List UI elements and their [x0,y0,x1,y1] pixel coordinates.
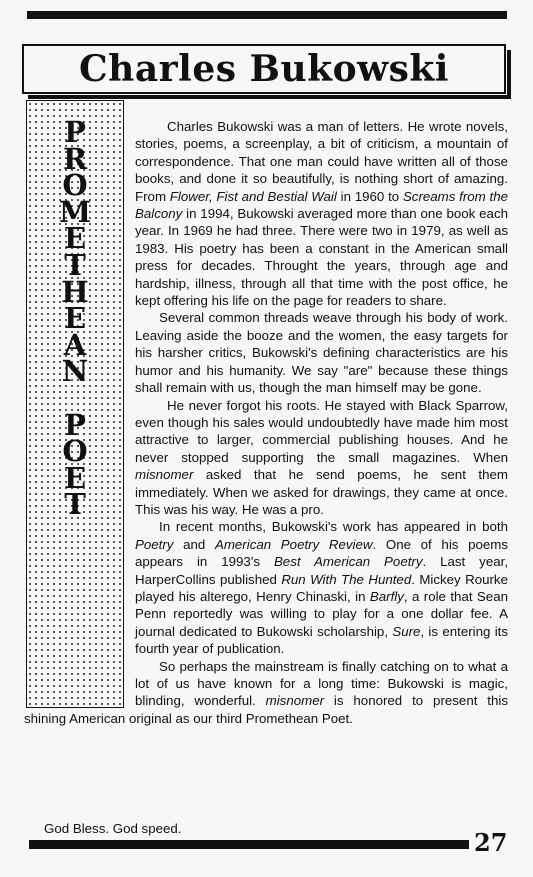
text-run: and [173,536,215,552]
italic-title: misnomer [135,467,194,483]
sidebar-letter: N [61,354,89,389]
italic-title: Screams from the Balcony [135,188,509,222]
page-number: 27 [474,828,508,857]
sidebar-letter: E [63,301,87,336]
sidebar-letter: O [62,168,88,203]
sidebar-letter: A [63,327,87,362]
sidebar-letter: T [64,247,86,282]
italic-title: American Poetry Review [214,536,373,552]
text-run: , is entering its fourth year of publication. [135,623,508,657]
sidebar-float-spacer [24,100,135,698]
text-run: In recent months, Bukowski's work has appeared in both [159,519,508,535]
sidebar-letter: O [62,434,88,469]
text-run: , a role that Sean Penn reportedly was willing to play for a one dollar fee. A journal dedicated to Bukowski scholarship, [135,588,508,639]
top-rule [27,11,507,19]
sidebar-letter: E [63,221,87,256]
signoff: God Bless. God speed. [44,821,182,836]
text-run: asked that he send poems, he sent them immediately. When we asked for drawings, they came at once. This was his way. He was a pro. [135,467,508,517]
italic-title: misnomer [265,693,325,709]
text-run: So perhaps the mainstream is finally catching on to what a lot of us have known for a long time: Bukowski is magic, blinding, wonderful. [135,658,508,709]
italic-title: Poetry [135,536,174,552]
article-body [24,115,509,727]
sidebar-letter: R [62,141,88,176]
italic-title: Run With The Hunted [281,571,412,587]
sidebar-letter: H [61,274,89,309]
text-run: is honored to present this shining American original as our third Promethean Poet. [24,693,508,726]
text-run: in 1994, Bukowski averaged more than one book each year. In 1969 he had three. There were two in 1979, as well as 1983. His poetry has been a constant in the American small press for decades. Throught the years, through age and hardship, illness, through all that time with the post office, he kept offering his life on the page for readers to share. [135,206,508,309]
article-title: Charles Bukowski [79,48,449,90]
text-run: Several common threads weave through his body of work. Leaving aside the booze and the women, the easy targets for his harsher critics, Bukowski's defining characteristics are his humor and his humanity. We say "are" because these things shall remain with us, though the man himself may be gone. [135,310,508,396]
sidebar-letter: P [64,115,86,149]
text-run: in 1960 to [336,188,403,204]
text-run: . Mickey Rourke played his alterego, Henry Chinaski, in [135,571,508,604]
sidebar-letter: E [63,460,87,495]
italic-title: Flower, Fist and Bestial Wail [169,188,337,204]
sidebar-letter: P [64,407,86,442]
text-run: He never forgot his roots. He stayed with Black Sparrow, even though his sales would undoubtedly have made him most attractive to larger, commercial publishing houses. And he never stopped supporting the small magazines. When [135,397,508,465]
sidebar-letter: T [64,487,86,522]
italic-title: Barfly [369,588,404,604]
bottom-rule [29,840,469,849]
italic-title: Sure [392,623,421,639]
text-run: Charles Bukowski was a man of letters. He wrote novels, stories, poems, a screenplay, a bit of criticism, a mountain of correspondence. That one man could have written all of those books, and done it so beautifully, is nothing short of amazing. From [135,119,508,204]
sidebar-letter: M [58,194,92,229]
title-box [22,44,506,94]
text-run: . One of his poems appears in 1993's [135,536,509,570]
italic-title: Best American Poetry [273,554,423,570]
text-run: . Last year, HarperCollins published [135,554,508,587]
